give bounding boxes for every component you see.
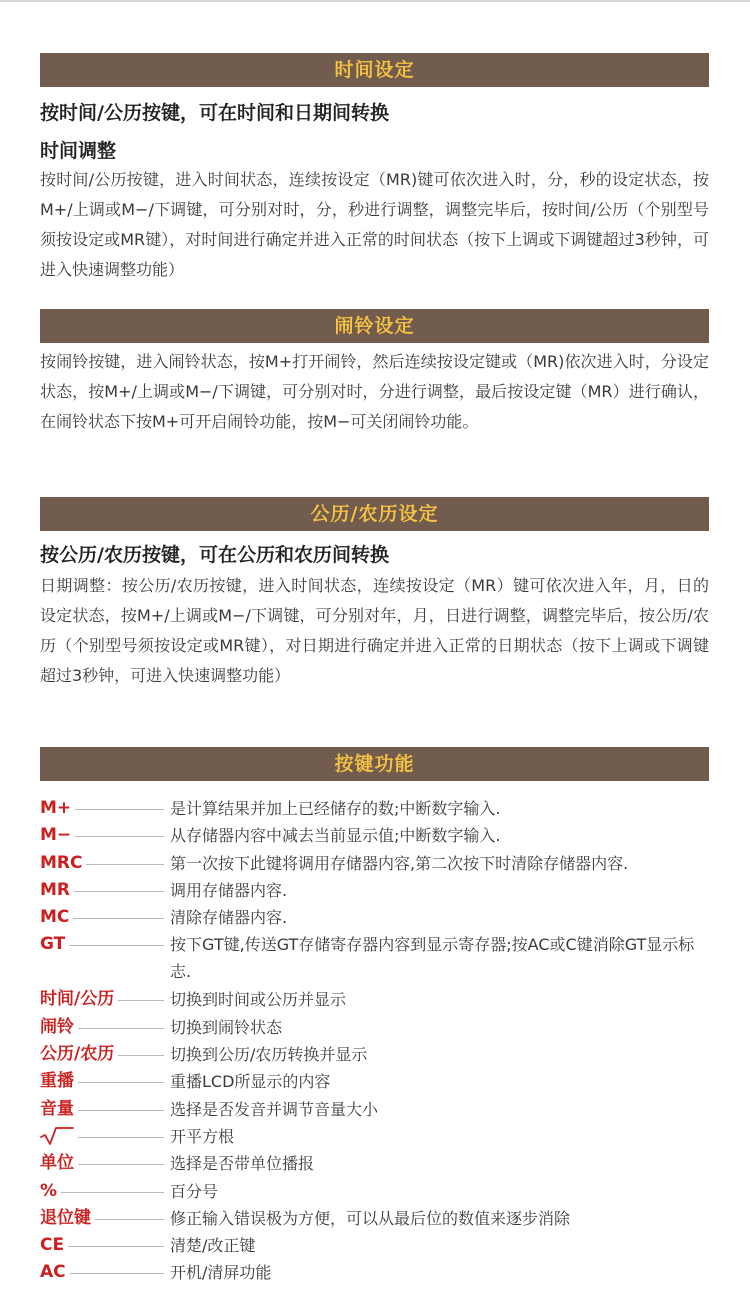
alarm-body: 按闹铃按键，进入闹铃状态，按M+打开闹铃，然后连续按设定键或（MR)依次进入时，分设定状态，按M+/上调或M−/下调键，可分别对时，分进行调整，最后按设定键（MR）进行确认，在闹铃状态下按M+可开启闹铃功能，按M−可关闭闹铃功能。: [40, 352, 709, 431]
key-description: 清除存储器内容.: [170, 908, 288, 928]
key-label: 重播: [40, 1071, 78, 1091]
key-label: 退位键: [40, 1208, 95, 1228]
section-title-calendar: 公历/农历设定: [40, 497, 709, 531]
calendar-headline: 按公历/农历按键，可在公历和农历间转换: [40, 544, 389, 566]
key-description: 调用存储器内容.: [170, 880, 288, 900]
key-description: 修正输入错误极为方便，可以从最后位的数值来逐步消除: [170, 1208, 571, 1228]
key-row-mc: [40, 904, 720, 931]
key-label: AC: [40, 1262, 70, 1282]
section-title-time: 时间设定: [40, 53, 709, 87]
key-row-solar-lunar: [40, 1041, 720, 1068]
key-label: M+: [40, 798, 75, 818]
key-label: GT: [40, 934, 69, 954]
time-body: 按时间/公历按键，进入时间状态，连续按设定（MR)键可依次进入时，分，秒的设定状态，按M+/上调或M−/下调键，可分别对时，分，秒进行调整，调整完毕后，按时间/公历（个别型号须按设定或MR键），对时间进行确定并进入正常的时间状态（按下上调或下调键超过3秒钟，可进入快速调整功能）: [40, 170, 709, 279]
key-label: M−: [40, 825, 75, 845]
key-description: 按下GT键,传送GT存储寄存器内容到显示寄存器;按AC或C键消除GT显示标志.: [170, 935, 695, 982]
key-description: 从存储器内容中减去当前显示值;中断数字输入.: [170, 826, 501, 846]
time-headline: 按时间/公历按键，可在时间和日期间转换: [40, 102, 389, 124]
key-label: [40, 1126, 78, 1146]
key-label: 闹铃: [40, 1017, 78, 1037]
key-row-time-solar: [40, 986, 720, 1013]
key-row-m-plus: [40, 795, 720, 822]
top-divider: [0, 0, 750, 2]
section-title-alarm: 闹铃设定: [40, 309, 709, 343]
key-description: 清楚/改正键: [170, 1236, 256, 1256]
key-row-ce: [40, 1232, 720, 1259]
key-row-ac: [40, 1259, 720, 1286]
key-description: 重播LCD所显示的内容: [170, 1072, 331, 1092]
key-row-unit: [40, 1150, 720, 1177]
calendar-body: 日期调整：按公历/农历按键，进入时间状态，连续按设定（MR）键可依次进入年，月，日的设定状态，按M+/上调或M−/下调键，可分别对年，月，日进行调整，调整完毕后，按公历/农历（个别型号须按设定或MR键），对日期进行确定并进入正常的日期状态（按下上调或下调键超过3秒钟，可进入快速调整功能）: [40, 576, 709, 685]
key-description: 是计算结果并加上已经储存的数;中断数字输入.: [170, 799, 501, 818]
key-row-mr: [40, 877, 720, 904]
key-description: 开机/清屏功能: [170, 1263, 272, 1283]
key-description: 切换到时间或公历并显示: [170, 990, 347, 1010]
key-description: 切换到公历/农历转换并显示: [170, 1045, 368, 1065]
key-description: 切换到闹铃状态: [170, 1017, 283, 1037]
square-root-icon: [40, 1126, 74, 1146]
key-description: 第一次按下此键将调用存储器内容,第二次按下时清除存储器内容.: [170, 853, 629, 873]
key-row-volume: [40, 1096, 720, 1123]
key-label: MC: [40, 907, 73, 927]
key-label: %: [40, 1181, 61, 1201]
key-row-mrc: [40, 850, 720, 877]
key-function-list: [40, 795, 720, 1287]
key-label: 公历/农历: [40, 1044, 118, 1064]
key-row-sqrt: [40, 1123, 720, 1150]
key-label: 单位: [40, 1153, 78, 1173]
key-description: 选择是否发音并调节音量大小: [170, 1099, 379, 1119]
key-label: 音量: [40, 1099, 78, 1119]
key-row-backspace: [40, 1205, 720, 1232]
key-row-percent: [40, 1178, 720, 1205]
key-row-gt: [40, 931, 720, 986]
key-description: 选择是否带单位播报: [170, 1154, 315, 1174]
time-subhead: 时间调整: [40, 140, 117, 162]
key-description: 百分号: [170, 1181, 219, 1201]
section-title-keys: 按键功能: [40, 747, 709, 781]
key-label: MRC: [40, 853, 86, 873]
key-row-replay: [40, 1068, 720, 1095]
key-label: MR: [40, 880, 74, 900]
key-row-alarm: [40, 1014, 720, 1041]
key-label: CE: [40, 1235, 68, 1255]
key-row-m-minus: [40, 822, 720, 849]
key-label: 时间/公历: [40, 989, 118, 1009]
key-description: 开平方根: [170, 1126, 235, 1146]
